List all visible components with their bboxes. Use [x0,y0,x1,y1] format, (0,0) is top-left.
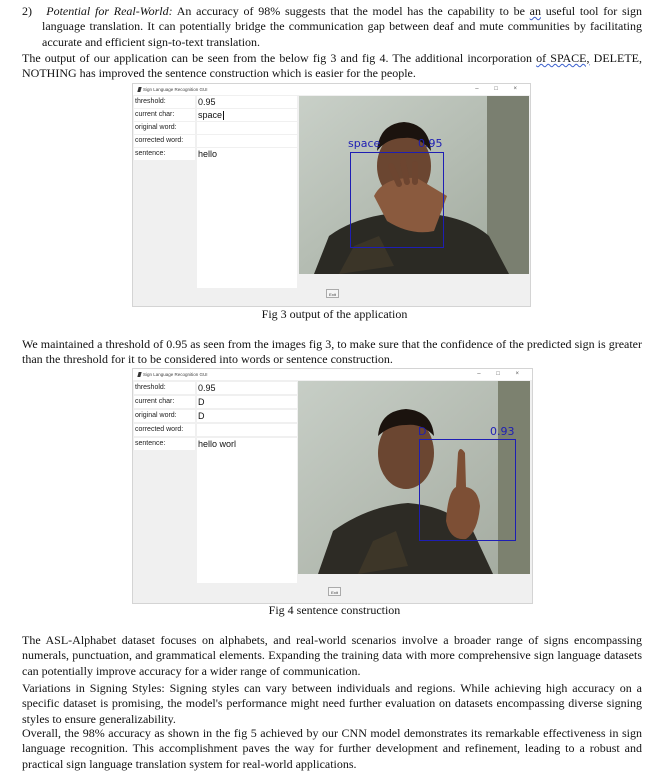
fig4-field-threshold [134,382,296,395]
fig3-window-controls[interactable]: – □ × [475,86,524,92]
threshold-paragraph: We maintained a threshold of 0.95 as seen from the images fig 3, to make sure that the confidence of the predicted sign is greater than the threshold for it to be considered into words or sentence construction. [22,337,642,367]
fig4-field-current-char [134,396,296,409]
fig4-field-corrected-word [134,424,296,437]
fig3-exit-button[interactable]: Exit [326,289,339,298]
original-word-label: original word: [134,122,195,134]
fig3-field-corrected-word [134,135,296,148]
feather-icon [137,372,141,377]
fig4-title-bar [133,369,532,380]
item-title: Potential for Real-World: [46,4,173,18]
fig4-field-original-word [134,410,296,423]
current-char-label: current char: [134,109,195,121]
text-caret [223,111,224,120]
intro-item [22,4,642,50]
original-word-input[interactable]: D [197,410,297,422]
closing-paragraph-1: The ASL-Alphabet dataset focuses on alphabets, and real-world scenarios involve a broader range of signs encompassing numerals, punctuation, and grammatical elements. Expanding the training data with more comprehensive sign language datasets can potentially improve accuracy for a wider range of communication. [22,633,642,678]
closing-paragraph-3: Overall, the 98% accuracy as shown in the fig 5 achieved by our CNN model demonstrates its remarkable effectiveness in sign language recognition. This accomplishment paves the way for further development and refinement, leading to a robust and practical sign language translation system for real-world applications. [22,726,642,771]
fig4-camera-feed [298,381,530,574]
para2-a: The output of our application can be seen from the below fig 3 and fig 4. The additional incorporation [22,51,537,65]
current-char-label: current char: [134,396,195,408]
sentence-label: sentence: [134,438,195,450]
original-word-label: original word: [134,410,195,422]
fig3-detection-label: space [348,137,381,150]
fig3-camera-feed [299,96,529,274]
fig3-app-window [132,83,531,307]
current-char-value: space [198,110,223,120]
item-text-b: useful tool for sign language translation. It can potentially bridge the communication gap between deaf and mute communities by facilitating accurate and efficient sign-to-text translation. [42,4,642,49]
grammar-flag-an: an [529,4,541,18]
threshold-input[interactable]: 0.95 [197,96,297,108]
corrected-word-label: corrected word: [134,424,195,436]
fig4-caption: Fig 4 sentence construction [268,603,401,617]
fig3-window-title: Sign Language Recognition GUI [143,87,208,92]
closing-paragraph-2: Variations in Signing Styles: Signing styles can vary between individuals and regions. While achieving high accuracy on a specific dataset is promising, the model's performance might need further evaluation on datasets encompassing diverse signing styles to ensure generalizability. [22,681,642,726]
fig3-detection-box [350,152,444,248]
fig4-window-controls[interactable]: – □ × [477,371,526,377]
current-char-input[interactable] [197,109,297,121]
original-word-input[interactable] [197,122,297,134]
fig3-field-sentence [134,148,296,161]
fig3-detection-confidence: 0.95 [418,137,443,150]
threshold-label: threshold: [134,382,195,394]
para2-b: DELETE, NOTHING has improved the sentence construction which is easier for the people. [22,51,642,81]
current-char-input[interactable]: D [197,396,297,408]
fig4-field-sentence [134,438,296,451]
sentence-textarea[interactable]: hello worl [197,438,297,583]
fig3-field-current-char [134,109,296,122]
corrected-word-input[interactable] [197,135,297,147]
threshold-input[interactable]: 0.95 [197,382,297,394]
sentence-textarea[interactable]: hello [197,148,297,288]
corrected-word-input[interactable] [197,424,297,436]
fig4-detection-confidence: 0.93 [490,425,515,438]
fig4-exit-button[interactable]: Exit [328,587,341,596]
fig4-detection-box [419,439,516,541]
fig4-detection-label: D [418,425,427,438]
fig3-caption: Fig 3 output of the application [261,307,408,321]
fig3-field-original-word [134,122,296,135]
sentence-label: sentence: [134,148,195,160]
feather-icon [137,87,141,92]
threshold-label: threshold: [134,96,195,108]
item-number: 2) [22,4,32,18]
fig3-field-threshold [134,96,296,109]
output-paragraph [22,51,642,82]
item-text-a: An accuracy of 98% suggests that the model has the capability to be [172,4,530,18]
fig4-window-title: Sign Language Recognition GUI [143,372,208,377]
fig3-title-bar [133,84,530,95]
fig4-app-window [132,368,533,604]
grammar-flag-space: of SPACE, [536,51,590,65]
corrected-word-label: corrected word: [134,135,195,147]
